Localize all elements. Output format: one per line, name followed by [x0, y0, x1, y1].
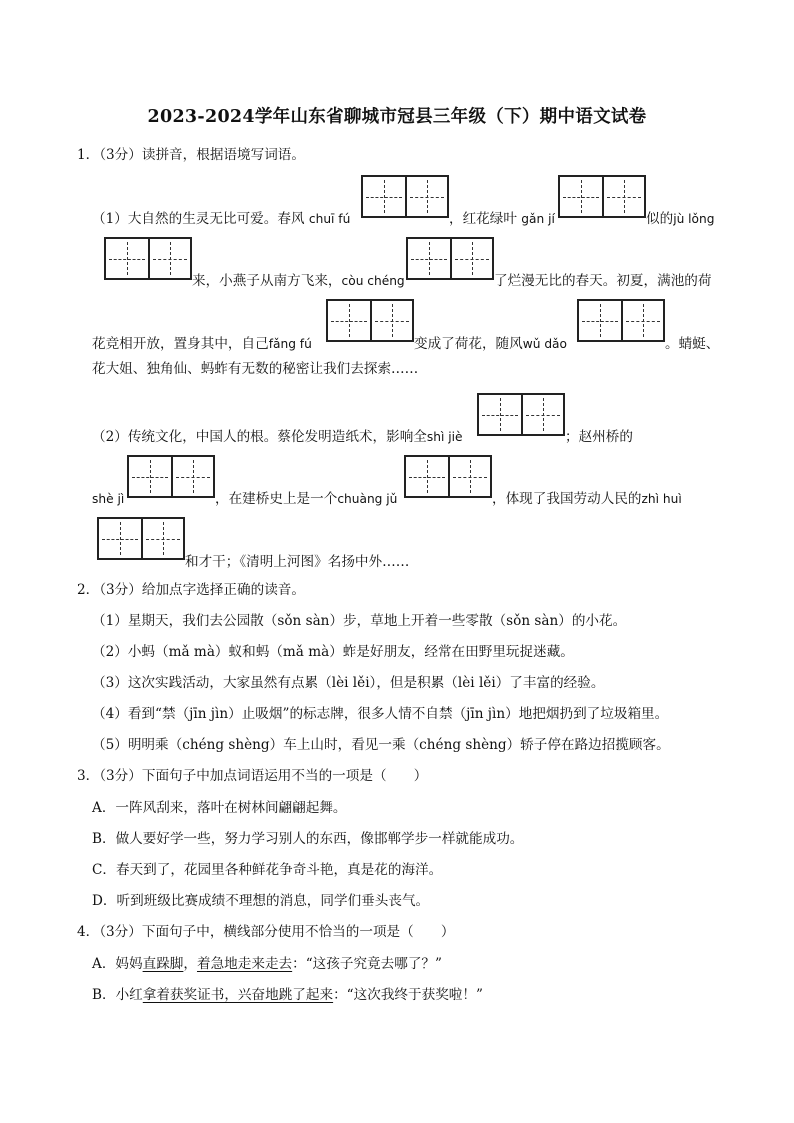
q1-p2-line1b: ；赵州桥的	[565, 429, 633, 445]
q3-option-a[interactable]: A．一阵风刮来，落叶在树林间翩翩起舞。	[92, 800, 347, 816]
q1-p1-line2	[192, 272, 405, 290]
pinyin-ganji: gǎn jí	[521, 212, 555, 226]
q1-p2-text-c: ，在建桥史上是一个	[215, 491, 338, 507]
exam-title: 2023-2024学年山东省聊城市冠县三年级（下）期中语文试卷	[147, 107, 647, 127]
q1-p1-line1b	[449, 210, 555, 228]
q1-p1-line1c	[646, 210, 714, 228]
q4-b-prefix: B．小红	[92, 987, 143, 1003]
answer-box-fangfu[interactable]	[326, 299, 414, 342]
q1-p2-line2	[92, 490, 124, 508]
q1-p1-text-f: 花竞相开放，置身其中，自己	[92, 336, 269, 352]
pinyin-zhihui: zhì huì	[641, 492, 682, 506]
q1-p2-line2c	[492, 490, 682, 508]
q2-item-4: （4）看到“禁（jīn jìn）止吸烟”的标志牌，很多人情不自禁（jīn jìn）地把烟扔到了垃圾箱里。	[92, 706, 669, 722]
q3-option-d[interactable]: D．听到班级比赛成绩不理想的消息，同学们垂头丧气。	[92, 893, 430, 909]
q1-p1-text-a: （1）大自然的生灵无比可爱。春风	[92, 211, 305, 227]
q4-a-suffix: ：“这孩子究竟去哪了？”	[292, 956, 442, 972]
q4-b-underlined: 拿着获奖证书，兴奋地跳了起来	[142, 987, 334, 1003]
pinyin-chuifu: chuī fú	[308, 212, 351, 226]
q4-a-comma: ，	[183, 956, 197, 972]
answer-box-sheji[interactable]	[127, 455, 215, 498]
q2-item-2: （2）小蚂（mǎ mà）蚁和蚂（mǎ mà）蚱是好朋友，经常在田野里玩捉迷藏。	[92, 644, 574, 660]
pinyin-coucheng: còu chéng	[341, 274, 405, 288]
q1-heading: 1．（3分）读拼音，根据语境写词语。	[77, 147, 305, 163]
q1-p2-text-a: （2）传统文化，中国人的根。蔡伦发明造纸术，影响全	[92, 429, 427, 445]
answer-box-chuangju[interactable]	[404, 455, 492, 498]
pinyin-sheji: shè jì	[92, 492, 125, 506]
q1-p1-line3	[92, 335, 312, 353]
pinyin-wudao: wǔ dǎo	[522, 337, 567, 351]
q1-p2-line1	[92, 428, 463, 446]
q1-p1-text-c: 似的	[646, 211, 674, 227]
q4-option-b[interactable]	[92, 986, 483, 1004]
answer-box-zhihui[interactable]	[97, 517, 185, 560]
q4-a-prefix: A．妈妈	[92, 956, 143, 972]
q2-item-5: （5）明明乘（chéng shèng）车上山时，看见一乘（chéng shèng）轿子停在路边招揽顾客。	[92, 737, 670, 753]
answer-box-chuifu[interactable]	[361, 175, 449, 218]
q1-p1-line3b	[414, 335, 567, 353]
pinyin-fangfu: fǎng fú	[268, 337, 312, 351]
q1-p1-line2b: 了烂漫无比的春天。初夏，满池的荷	[494, 273, 712, 289]
q1-p2-line3: 和才干；《清明上河图》名扬中外……	[185, 554, 410, 570]
q4-a-underlined-1: 直跺脚	[142, 956, 184, 972]
answer-box-shijie[interactable]	[477, 393, 565, 436]
q4-b-suffix: ：“这次我终于获奖啦！”	[333, 987, 483, 1003]
q1-p1-line4: 花大姐、独角仙、蚂蚱有无数的秘密让我们去探索……	[92, 361, 419, 377]
q3-option-b[interactable]: B．做人要好学一些，努力学习别人的东西，像邯郸学步一样就能成功。	[92, 831, 524, 847]
q2-item-1: （1）星期天，我们去公园散（sǒn sàn）步，草地上开着一些零散（sǒn sàn）的小花。	[92, 613, 627, 629]
q4-option-a[interactable]	[92, 955, 442, 973]
pinyin-chuangju: chuàng jǔ	[337, 492, 398, 506]
answer-box-julong[interactable]	[104, 237, 192, 280]
q1-p1-line1	[92, 210, 350, 228]
q2-heading: 2．（3分）给加点字选择正确的读音。	[77, 582, 305, 598]
q1-p1-text-g: 变成了荷花，随风	[414, 336, 523, 352]
q3-option-c[interactable]: C．春天到了，花园里各种鲜花争奇斗艳，真是花的海洋。	[92, 862, 443, 878]
q1-p1-text-b: ，红花绿叶	[449, 211, 517, 227]
q2-item-3: （3）这次实践活动，大家虽然有点累（lèi lěi），但是积累（lèi lěi）了丰富的经验。	[92, 675, 605, 691]
q3-heading: 3．（3分）下面句子中加点词语运用不当的一项是（ ）	[77, 768, 428, 784]
q1-p2-line2b	[215, 490, 397, 508]
pinyin-shijie: shì jiè	[426, 430, 463, 444]
q1-p1-line3c: 。蜻蜓、	[665, 336, 720, 352]
q1-p2-text-d: ，体现了我国劳动人民的	[492, 491, 642, 507]
answer-box-wudao[interactable]	[577, 299, 665, 342]
pinyin-julong: jù lǒng	[673, 212, 715, 226]
q4-a-underlined-2: 着急地走来走去	[196, 956, 293, 972]
answer-box-coucheng[interactable]	[406, 237, 494, 280]
answer-box-ganji[interactable]	[558, 175, 646, 218]
q1-p1-text-d: 来，小燕子从南方飞来，	[192, 273, 342, 289]
q4-heading: 4．（3分）下面句子中，横线部分使用不恰当的一项是（ ）	[77, 924, 455, 940]
